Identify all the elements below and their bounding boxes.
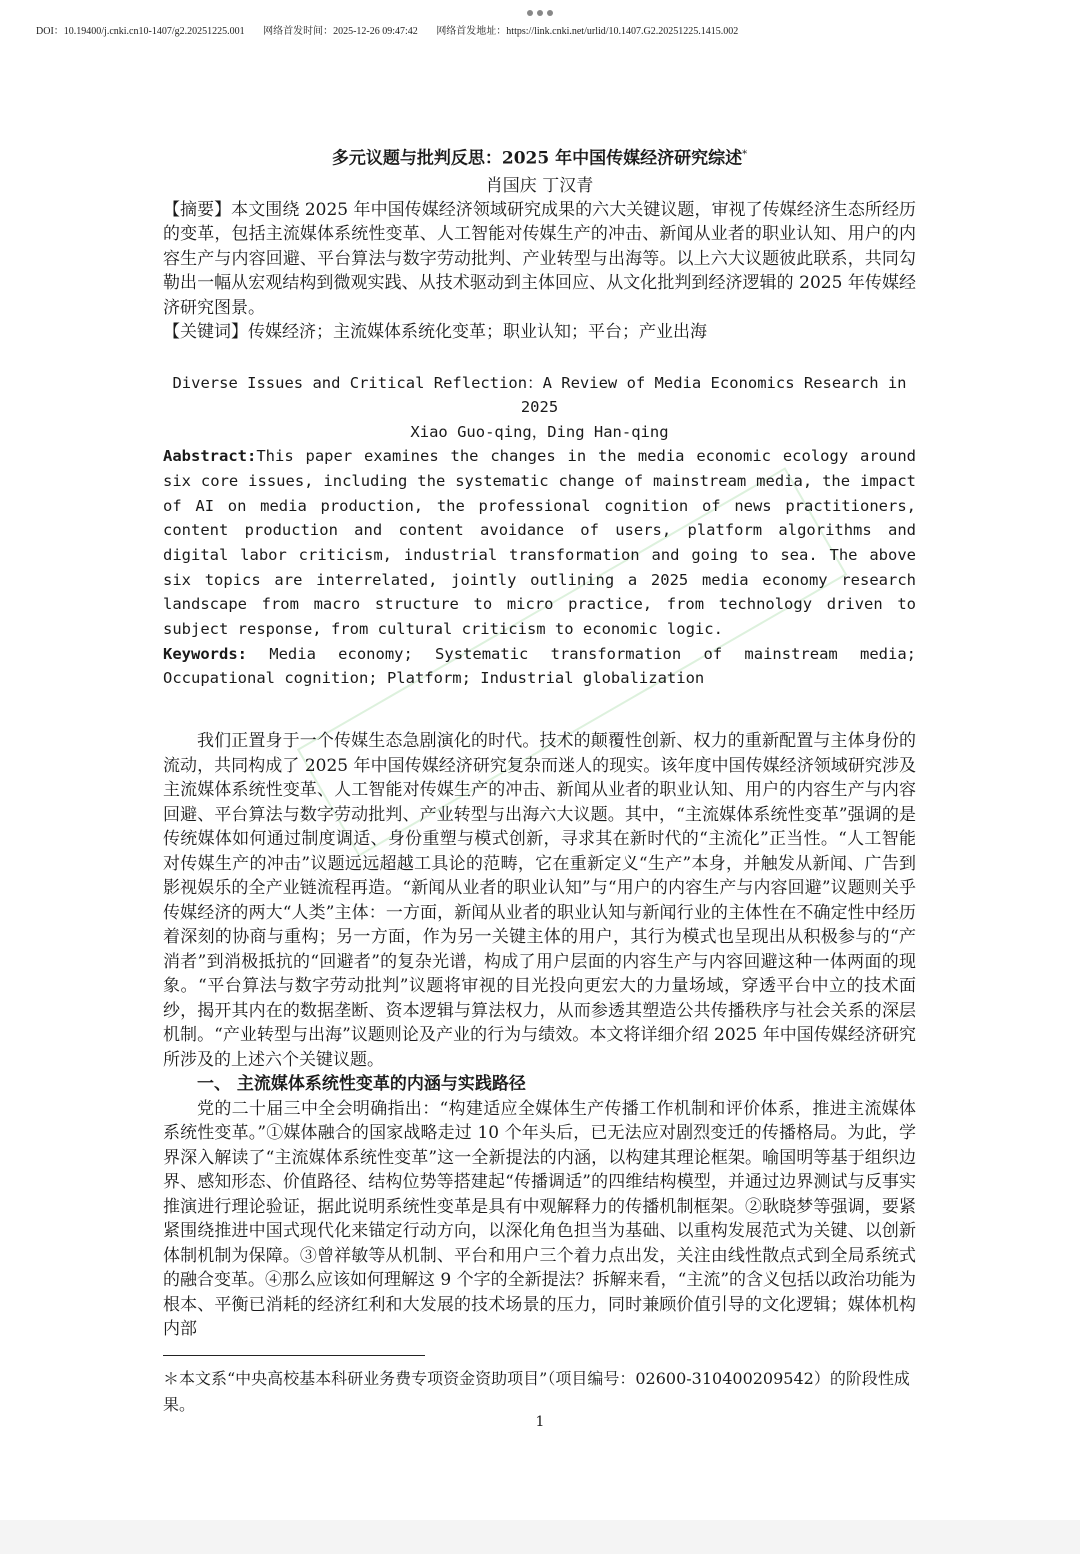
doi-text: DOI：10.19400/j.cnki.cn10-1407/g2.20251225.001 (36, 26, 245, 37)
page-bottom-area (0, 1520, 1080, 1554)
abstract: 【摘要】本文围绕 2025 年中国传媒经济领域研究成果的六大关键议题，审视了传媒经济生态所经历的变革，包括主流媒体系统性变革、人工智能对传媒生产的冲击、新闻从业者的职业认知、用户的内容生产与内容回避、平台算法与数字劳动批判、产业转型与出海等。以上六大议题彼此联系，共同勾勒出一幅从宏观结构到微观实践、从技术驱动到主体回应、从文化批判到经济逻辑的 2025 年传媒经济研究图景。 (163, 199, 916, 318)
english-title: Diverse Issues and Critical Reflection：A Review of Media Economics Research in 2025 (172, 373, 907, 417)
english-keywords-label: Keywords: (163, 644, 247, 663)
keywords: 【关键词】传媒经济；主流媒体系统化变革；职业认知；平台；产业出海 (163, 322, 707, 343)
title-footnote-mark: * (742, 149, 748, 160)
paper-title: 多元议题与批判反思：2025 年中国传媒经济研究综述* (331, 148, 748, 169)
paper-page (163, 140, 916, 1418)
english-abstract-label: Aabstract: (163, 447, 257, 466)
section-1-heading: 一、 主流媒体系统性变革的内涵与实践路径 (197, 1074, 526, 1095)
publish-url: 网络首发地址：https://link.cnki.net/urlid/10.1407.G2.20251225.1415.002 (436, 26, 739, 37)
english-keywords: Keywords: Media economy; Systematic transformation of mainstream media; Occupational cognition; Platform; Industrial globalization (163, 644, 916, 688)
cnki-header (36, 22, 754, 37)
introduction-paragraph: 我们正置身于一个传媒生态急剧演化的时代。技术的颠覆性创新、权力的重新配置与主体身份的流动，共同构成了 2025 年中国传媒经济研究复杂而迷人的现实。该年度中国传媒经济领域研究涉及主流媒体系统性变革、人工智能对传媒生产的冲击、新闻从业者的职业认知、用户的内容生产与内容回避、平台算法与数字劳动批判、产业转型与出海六大议题。其中，“主流媒体系统性变革”强调的是传统媒体如何通过制度调适、身份重塑与模式创新，寻求其在新时代的“主流化”正当性。“人工智能对传媒生产的冲击”议题远远超越工具论的范畴，它在重新定义“生产”本身，并触发从新闻、广告到影视娱乐的全产业链流程再造。“新闻从业者的职业认知”与“用户的内容生产与内容回避”议题则关乎传媒经济的两大“人类”主体：一方面，新闻从业者的职业认知与新闻行业的主体性在不确定性中经历着深刻的协商与重构；另一方面，作为另一关键主体的用户，其行为模式也呈现出从积极参与的“产消者”到消极抵抗的“回避者”的复杂光谱，构成了用户层面的内容生产与内容回避这种一体两面的现象。“平台算法与数字劳动批判”议题将审视的目光投向更宏大的力量场域，穿透平台中立的技术面纱，揭开其内在的数据垄断、资本逻辑与算法权力，从而参透其塑造公共传播秩序与社会关系的深层机制。“产业转型与出海”议题则论及产业的行为与绩效。本文将详细介绍 2025 年中国传媒经济研究所涉及的上述六个关键议题。 (163, 731, 916, 1070)
authors: 肖国庆 丁汉青 (485, 175, 594, 196)
section-1-paragraph: 党的二十届三中全会明确指出：“构建适应全媒体生产传播工作机制和评价体系，推进主流媒体系统性变革。”①媒体融合的国家战略走过 10 个年头后，已无法应对剧烈变迁的传播格局。为此，学界深入解读了“主流媒体系统性变革”这一全新提法的内涵，以构建其理论框架。喻国明等基于组织边界、感知形态、价值路径、结构位势等搭建起“传播调适”的四维结构模型，并通过边界测试与反事实推演进行理论验证，据此说明系统性变革是具有中观解释力的传播机制框架。②耿晓梦等强调，要紧紧围绕推进中国式现代化来锚定行动方向，以深化角色担当为基础、以重构发展范式为关键、以创新体制机制为保障。③曾祥敏等从机制、平台和用户三个着力点出发，关注由线性散点式到全局系统式的融合变革。④那么应该如何理解这 9 个字的全新提法？拆解来看，“主流”的含义包括以政治功能为根本、平衡已消耗的经济红利和大发展的技术场景的压力，同时兼顾价值引导的文化逻辑；媒体机构内部 (163, 1098, 917, 1340)
english-authors: Xiao Guo-qing，Ding Han-qing (410, 422, 669, 441)
viewer-top-bar (0, 0, 1080, 40)
more-options-icon[interactable] (525, 10, 555, 18)
publish-time: 网络首发时间：2025-12-26 09:47:42 (263, 26, 418, 37)
english-abstract: Aabstract:This paper examines the changes in the media economic ecology around six core issues, including the systematic change of mainstream media, the impact of AI on media production, the professional cognition of news practitioners, content production and content avoidance of users, platform algorithms and digital labor criticism, industrial transformation and going to sea. The above six topics are interrelated, jointly outlining a 2025 media economy research landscape from macro structure to micro practice, from technology driven to subject response, from cultural criticism to economic logic. (163, 447, 916, 639)
footnote-divider (163, 1355, 425, 1356)
page-number: 1 (535, 1414, 545, 1430)
footnote: ＊本文系“中央高校基本科研业务费专项资金资助项目”（项目编号：02600-310400209542）的阶段性成果。 (163, 1368, 910, 1414)
